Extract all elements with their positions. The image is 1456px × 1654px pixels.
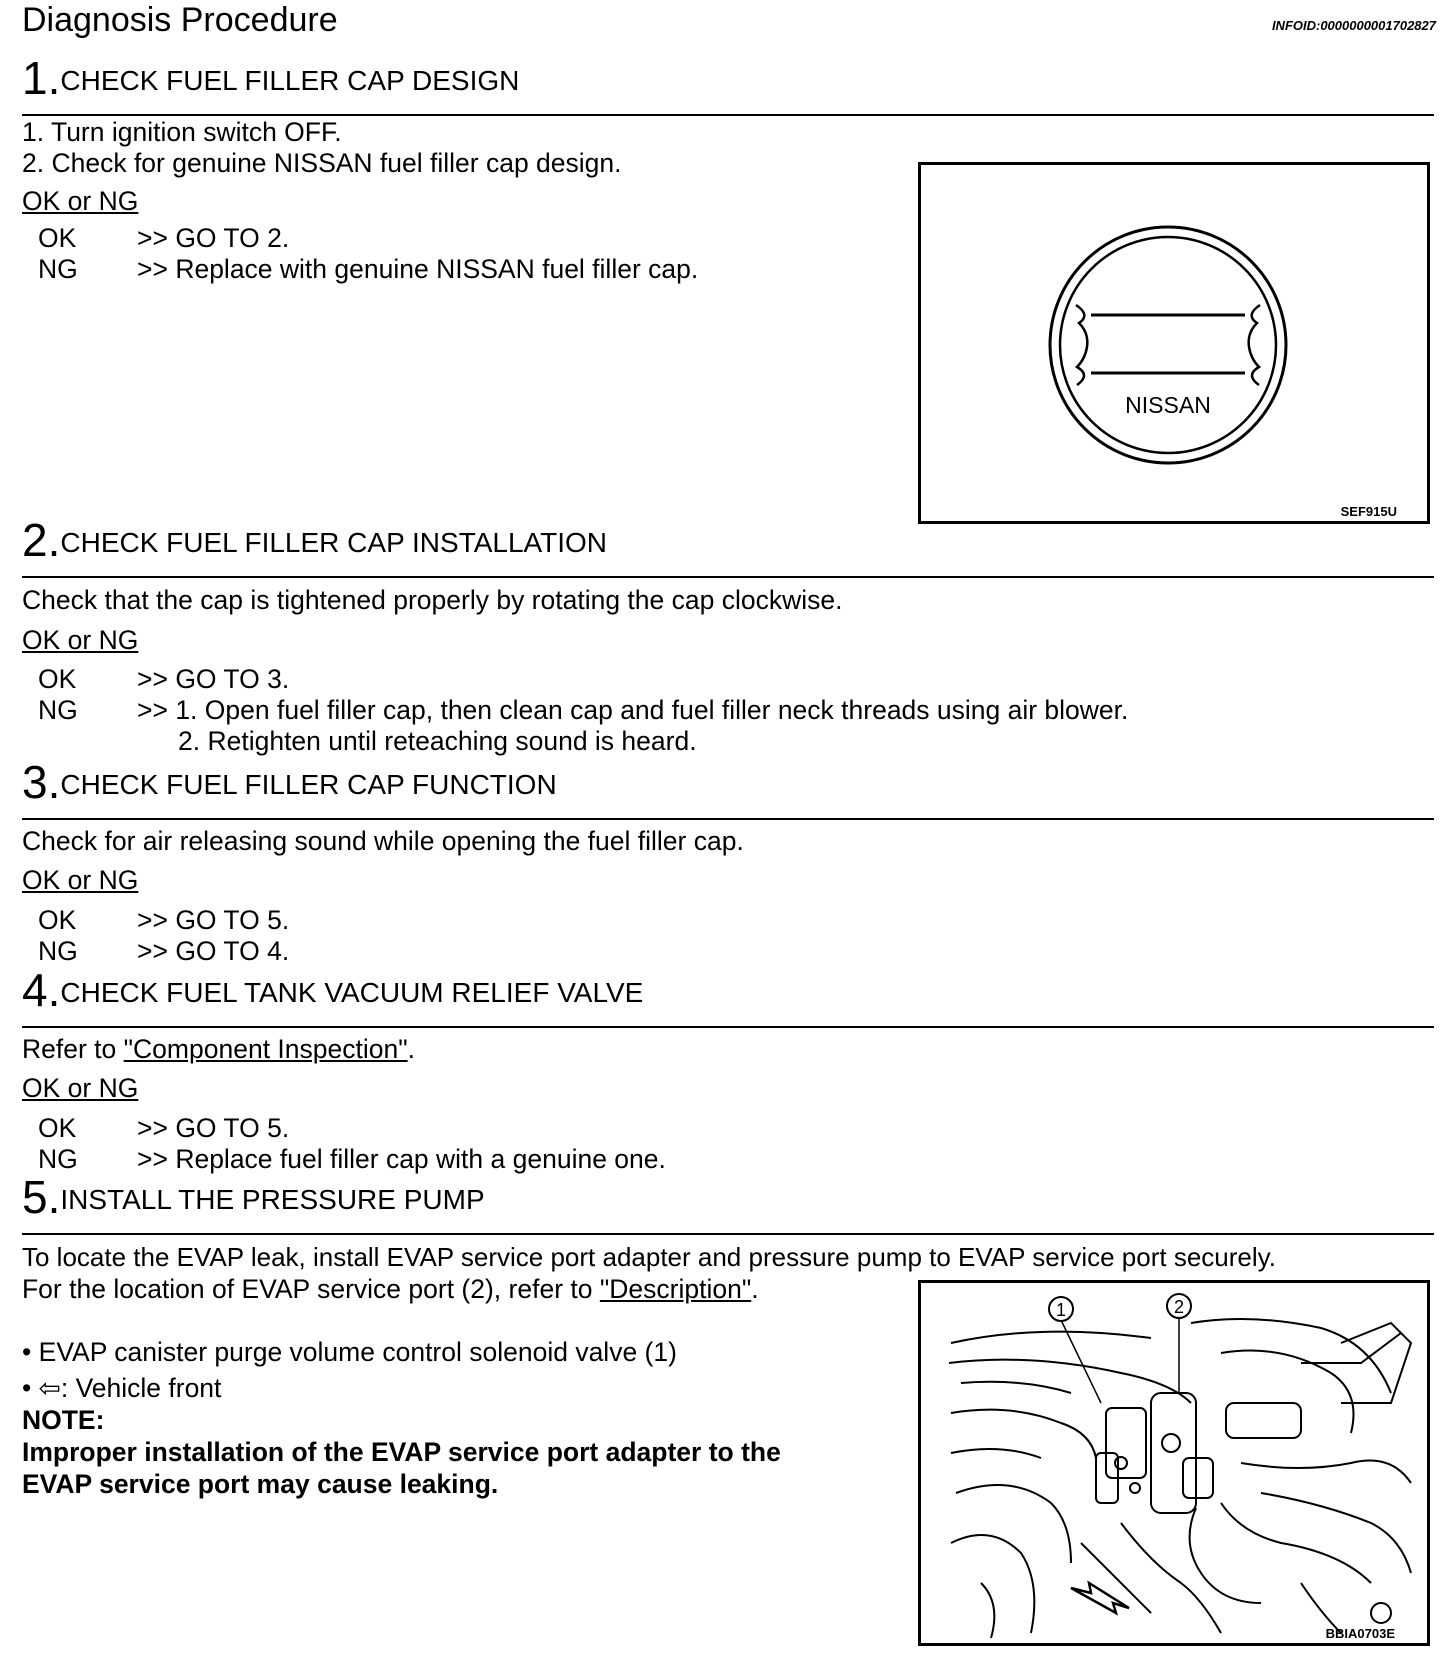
step-3-heading [22,756,557,808]
page-title: Diagnosis Procedure [22,1,338,39]
step-3-number: 3. [22,756,61,808]
step-4-refer-prefix: Refer to [22,1034,124,1064]
note-line-2: EVAP service port may cause leaking. [22,1469,499,1499]
bullet-item [22,1372,221,1404]
step-4-ng-text: >> Replace fuel filler cap with a genuine one. [137,1144,666,1174]
engine-bay-figure [918,1280,1430,1646]
step-4-refer-line [22,1033,415,1065]
bullet-text-2: ⇦: Vehicle front [38,1373,222,1403]
component-inspection-link[interactable]: "Component Inspection" [123,1034,408,1064]
bullet-item [22,1336,677,1368]
step-3-ng-key: NG [38,936,78,966]
step-4-ok-ng: OK or NG [22,1073,139,1103]
step-2-title: CHECK FUEL FILLER CAP INSTALLATION [60,527,608,558]
bullet-dot: • [22,1373,39,1403]
bullet-dot: • [22,1337,39,1367]
step-5-heading [22,1171,485,1223]
bullet-text-1: EVAP canister purge volume control solenoid valve (1) [38,1337,677,1367]
step-5-rule [22,1233,1434,1235]
step-2-ng-key: NG [38,695,78,725]
step-1-line-1: 1. Turn ignition switch OFF. [22,117,342,147]
step-2-heading [22,514,608,566]
step-4-title: CHECK FUEL TANK VACUUM RELIEF VALVE [60,977,644,1008]
step-4-heading [22,964,644,1016]
step-2-ng-extra: 2. Retighten until reteaching sound is heard. [178,726,697,756]
step-2-ok-ng: OK or NG [22,625,139,655]
step-1-heading [22,52,520,104]
engine-figure-code: BBIA0703E [1325,1626,1395,1641]
step-2-line-1: Check that the cap is tightened properly by rotating the cap clockwise. [22,585,843,615]
step-2-ng-text: >> 1. Open fuel filler cap, then clean cap and fuel filler neck threads using air blower. [137,695,1129,725]
fuel-cap-drawing [921,165,1427,521]
callout-2-label: 2 [1173,1297,1185,1317]
step-4-ng-key: NG [38,1144,78,1174]
cap-brand-label: NISSAN [1125,392,1211,418]
info-id: INFOID:0000000001702827 [1271,18,1436,33]
callout-1-label: 1 [1055,1300,1067,1320]
step-3-ok-key: OK [38,905,77,935]
step-2-ok-key: OK [38,664,77,694]
step-3-ng-text: >> GO TO 4. [137,936,290,966]
step-4-ok-text: >> GO TO 5. [137,1113,290,1143]
step-5-line-2-suffix: . [751,1274,759,1304]
step-5-line-2-prefix: For the location of EVAP service port (2), refer to [22,1274,600,1304]
step-4-rule [22,1026,1434,1028]
step-1-title: CHECK FUEL FILLER CAP DESIGN [60,65,520,96]
note-line-1: Improper installation of the EVAP service port adapter to the [22,1437,781,1467]
step-1-line-2: 2. Check for genuine NISSAN fuel filler cap design. [22,148,622,178]
step-4-number: 4. [22,964,61,1016]
step-1-ng-text: >> Replace with genuine NISSAN fuel filler cap. [137,254,699,284]
step-5-line-2 [22,1273,759,1305]
step-4-ok-key: OK [38,1113,77,1143]
step-1-number: 1. [22,52,61,104]
fuel-cap-figure [918,162,1430,524]
step-2-number: 2. [22,514,61,566]
step-3-ok-text: >> GO TO 5. [137,905,290,935]
description-link[interactable]: "Description" [599,1274,752,1304]
step-1-ng-key: NG [38,254,78,284]
step-2-rule [22,576,1434,578]
step-3-title: CHECK FUEL FILLER CAP FUNCTION [60,769,557,800]
step-5-line-1: To locate the EVAP leak, install EVAP service port adapter and pressure pump to EVAP service port securely. [22,1242,1276,1272]
engine-bay-drawing [921,1283,1427,1643]
vehicle-front-arrow [1071,1583,1129,1613]
step-5-title: INSTALL THE PRESSURE PUMP [60,1184,485,1215]
note-label: NOTE: [22,1405,105,1435]
step-3-line-1: Check for air releasing sound while opening the fuel filler cap. [22,826,744,856]
cap-figure-code: SEF915U [1340,504,1397,519]
step-3-ok-ng: OK or NG [22,865,139,895]
step-5-number: 5. [22,1171,61,1223]
step-2-ok-text: >> GO TO 3. [137,664,290,694]
step-1-ok-text: >> GO TO 2. [137,223,290,253]
step-1-ok-ng: OK or NG [22,186,139,216]
step-3-rule [22,818,1434,820]
step-1-ok-key: OK [38,223,77,253]
step-4-refer-suffix: . [407,1034,415,1064]
